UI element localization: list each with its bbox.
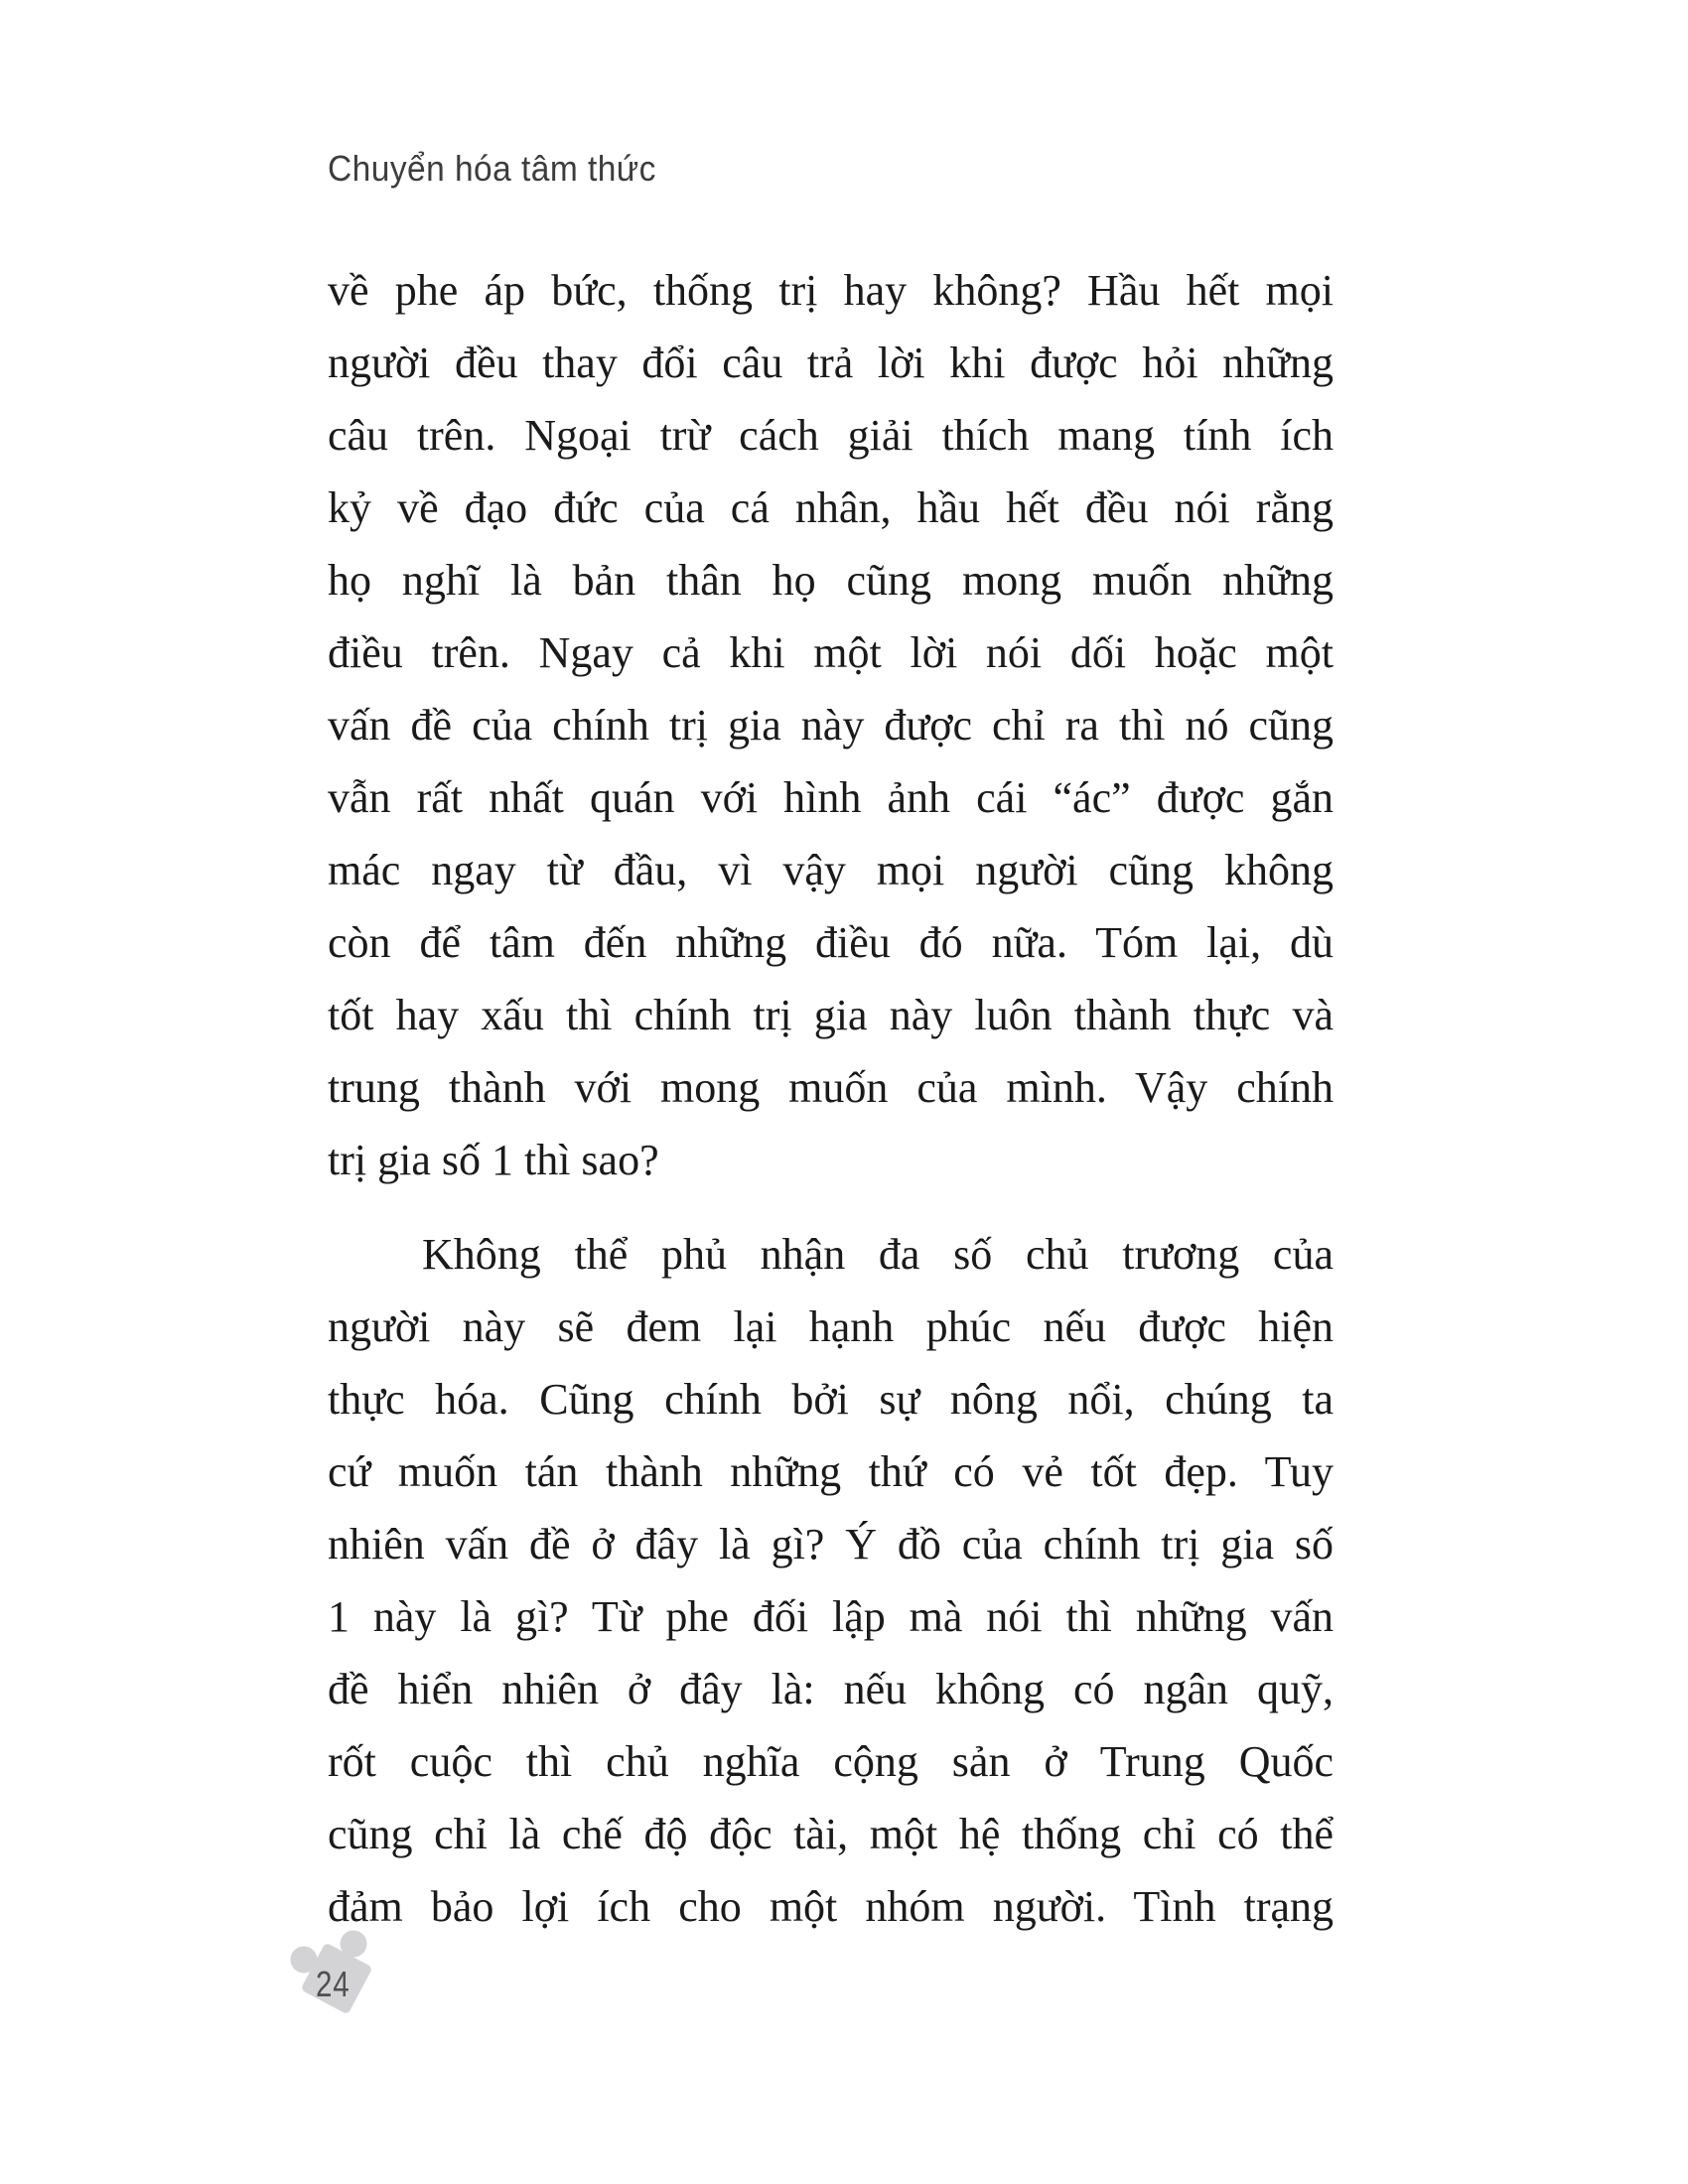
page-number: 24 [316,1964,351,2004]
text-line: trung thành với mong muốn của mình. Vậy chính [328,1063,1334,1112]
text-line: 1 này là gì? Từ phe đối lập mà nói thì những vấn [328,1592,1334,1641]
paragraph [328,254,1334,1196]
running-header: Chuyển hóa tâm thức [328,148,656,189]
body-text [328,254,1334,1943]
text-line: vấn đề của chính trị gia này được chỉ ra thì nó cũng [328,701,1334,750]
paragraph [328,1218,1334,1943]
text-line: họ nghĩ là bản thân họ cũng mong muốn những [328,556,1334,605]
text-line: nhiên vấn đề ở đây là gì? Ý đồ của chính trị gia số [328,1520,1334,1569]
text-line: thực hóa. Cũng chính bởi sự nông nổi, chúng ta [328,1375,1334,1424]
text-line: kỷ về đạo đức của cá nhân, hầu hết đều nói rằng [328,483,1334,532]
text-line: vẫn rất nhất quán với hình ảnh cái “ác” được gắn [328,773,1334,822]
page-footer [284,1924,383,2023]
text-line: người này sẽ đem lại hạnh phúc nếu được hiện [328,1302,1334,1351]
text-line: còn để tâm đến những điều đó nữa. Tóm lại, dù [328,918,1334,967]
text-line: đảm bảo lợi ích cho một nhóm người. Tình trạng [328,1882,1334,1931]
text-line: về phe áp bức, thống trị hay không? Hầu hết mọi [328,266,1334,315]
text-line: đề hiển nhiên ở đây là: nếu không có ngân quỹ, [328,1665,1334,1713]
text-line: mác ngay từ đầu, vì vậy mọi người cũng không [328,846,1334,894]
text-line: tốt hay xấu thì chính trị gia này luôn thành thực và [328,991,1334,1039]
text-line: trị gia số 1 thì sao? [328,1136,659,1184]
text-line: rốt cuộc thì chủ nghĩa cộng sản ở Trung Quốc [328,1737,1334,1786]
text-line: Không thể phủ nhận đa số chủ trương của [422,1230,1334,1279]
text-line: câu trên. Ngoại trừ cách giải thích mang tính ích [328,411,1334,460]
text-line: điều trên. Ngay cả khi một lời nói dối hoặc một [328,628,1334,677]
text-line: người đều thay đổi câu trả lời khi được hỏi những [328,339,1334,387]
text-line: cũng chỉ là chế độ độc tài, một hệ thống chỉ có thể [328,1810,1334,1858]
text-line: cứ muốn tán thành những thứ có vẻ tốt đẹp. Tuy [328,1447,1334,1496]
